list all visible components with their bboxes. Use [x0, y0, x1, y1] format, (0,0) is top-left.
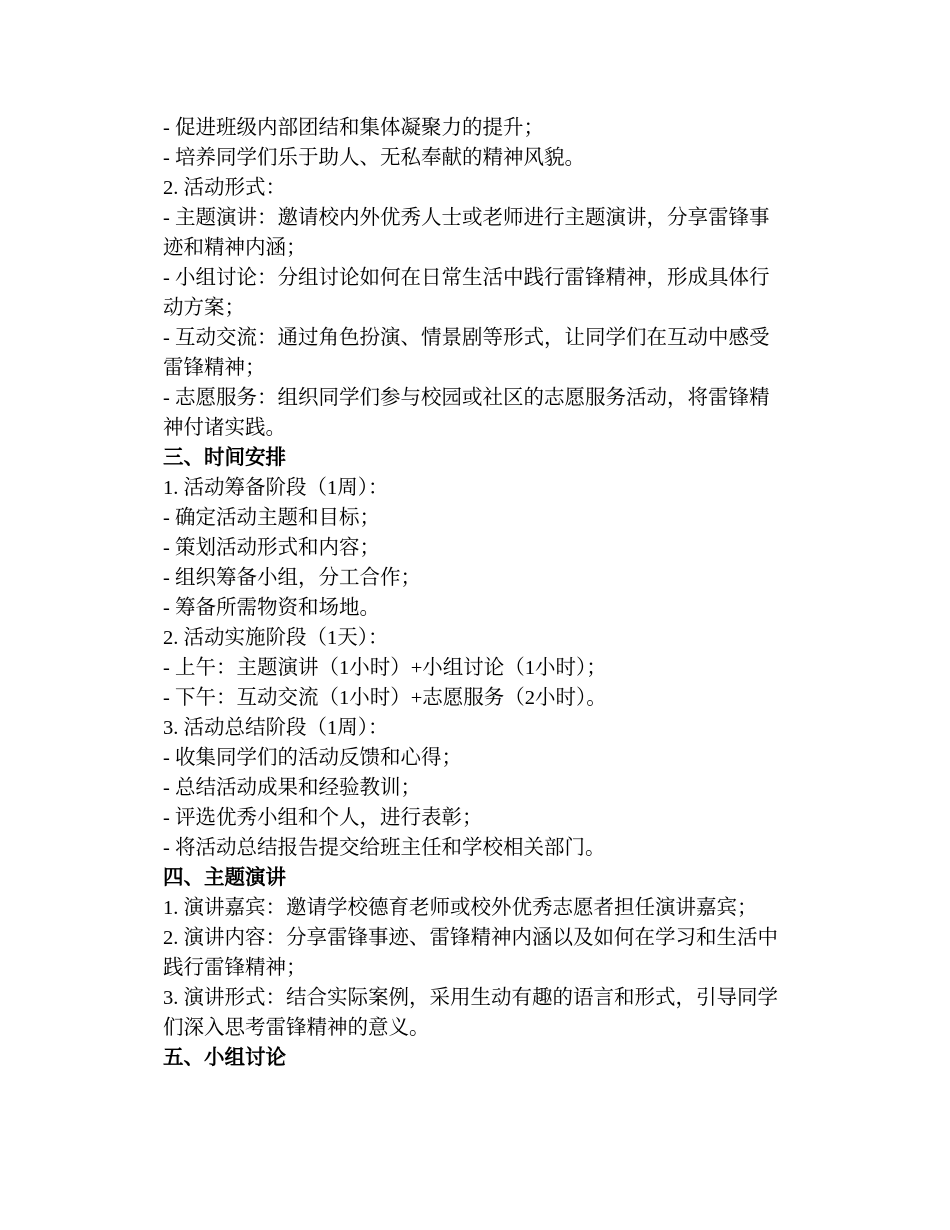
heading-theme-speech: 四、主题演讲 [163, 867, 286, 889]
prep-item-materials: - 筹备所需物资和场地。 [163, 597, 380, 619]
summary-item-report: - 将活动总结报告提交给班主任和学校相关部门。 [163, 837, 606, 859]
heading-group-discussion: 五、小组讨论 [163, 1047, 286, 1069]
goal-item-unity: - 促进班级内部团结和集体凝聚力的提升； [163, 117, 544, 139]
phase-preparation: 1. 活动筹备阶段（1周）： [163, 477, 389, 499]
summary-item-lessons: - 总结活动成果和经验教训； [163, 777, 421, 799]
summary-item-feedback: - 收集同学们的活动反馈和心得； [163, 747, 462, 769]
speech-item-content: 2. 演讲内容：分享雷锋事迹、雷锋精神内涵以及如何在学习和生活中践行雷锋精神； [163, 927, 778, 979]
format-item-interaction: - 互动交流：通过角色扮演、情景剧等形式，让同学们在互动中感受雷锋精神； [163, 327, 770, 379]
section-activity-format: 2. 活动形式： [163, 177, 286, 199]
prep-item-theme: - 确定活动主题和目标； [163, 507, 380, 529]
format-item-volunteer: - 志愿服务：组织同学们参与校园或社区的志愿服务活动，将雷锋精神付诸实践。 [163, 387, 770, 439]
format-item-speech: - 主题演讲：邀请校内外优秀人士或老师进行主题演讲，分享雷锋事迹和精神内涵； [163, 207, 770, 259]
goal-item-spirit: - 培养同学们乐于助人、无私奉献的精神风貌。 [163, 147, 585, 169]
speech-item-guest: 1. 演讲嘉宾：邀请学校德育老师或校外优秀志愿者担任演讲嘉宾； [163, 897, 758, 919]
prep-item-team: - 组织筹备小组，分工合作； [163, 567, 421, 589]
impl-item-afternoon: - 下午：互动交流（1小时）+志愿服务（2小时）。 [163, 687, 607, 709]
phase-summary: 3. 活动总结阶段（1周）： [163, 717, 389, 739]
impl-item-morning: - 上午：主题演讲（1小时）+小组讨论（1小时）； [163, 657, 607, 679]
heading-schedule: 三、时间安排 [163, 447, 286, 469]
prep-item-plan: - 策划活动形式和内容； [163, 537, 380, 559]
speech-item-format: 3. 演讲形式：结合实际案例，采用生动有趣的语言和形式，引导同学们深入思考雷锋精神的意义。 [163, 987, 778, 1039]
phase-implementation: 2. 活动实施阶段（1天）： [163, 627, 389, 649]
document-page [163, 113, 788, 1073]
format-item-discussion: - 小组讨论：分组讨论如何在日常生活中践行雷锋精神，形成具体行动方案； [163, 267, 770, 319]
summary-item-awards: - 评选优秀小组和个人，进行表彰； [163, 807, 483, 829]
